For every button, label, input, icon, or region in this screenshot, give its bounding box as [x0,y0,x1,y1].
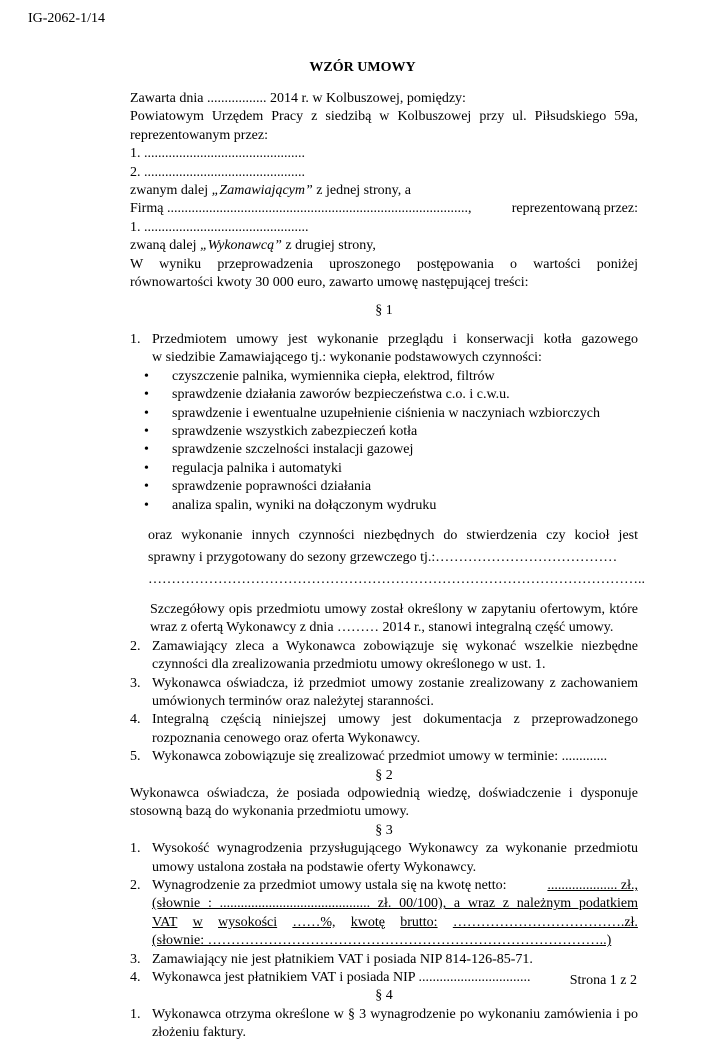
clause-text: Wysokość wynagrodzenia przysługującego Wykonawcy za wykonanie przedmiotu umowy ustalona została na podstawie oferty Wykonawcy. [152,841,638,875]
list-item: • regulacja palnika i automatyki [130,460,638,478]
clause-text: Zamawiający nie jest płatnikiem VAT i posiada NIP 814-126-85-71. [152,951,533,967]
firma-line [130,200,638,218]
clause-line: Przedmiotem umowy jest wykonanie przeglądu i konserwacji kotła gazowego [152,331,638,347]
net-amount: .................... zł., [547,878,638,894]
text-fragment: kwotę [350,914,385,930]
section-1-list [130,331,638,368]
clause-number: 3. [130,675,141,691]
clause [130,840,638,877]
clause [130,711,638,748]
text-fragment: VAT [152,914,178,930]
clause [130,638,638,675]
party-name: „Wykonawcą” [199,238,282,254]
section-heading: § 1 [375,303,393,319]
clause [130,675,638,712]
section-2-text: Wykonawca oświadcza, że posiada odpowiednią wiedzę, doświadczenie i dysponuje stosowną bazą do wykonania przedmiotu umowy. [130,786,638,820]
clause [130,1006,638,1043]
representative-line: 2. .............................................. [130,164,305,180]
representative-line: 1. ............................................... [130,219,309,235]
document-title: WZÓR UMOWY [309,60,416,75]
wykonawca-line [130,237,638,255]
list-item: • czyszczenie palnika, wymiennika ciepła, elektrod, filtrów [130,368,638,386]
section-heading: § 2 [375,767,393,783]
clause-number: 1. [130,1006,141,1022]
clause-number: 2. [130,638,141,654]
clause [130,951,638,969]
procedure-line: równowartości kwoty 30 000 euro, zawarto umowę następującej treści: [130,275,529,291]
page-number: Strona 1 z 2 [569,973,637,988]
document-id: IG-2062-1/14 [28,11,105,26]
clause-line: (słownie: …………………………………………………………………………..) [152,933,612,949]
text-fragment: z jednej strony, a [312,183,411,199]
clause-line: w siedzibie Zamawiającego tj.: wykonanie podstawowych czynności: [152,350,542,366]
party-name: „Zamawiającym” [211,183,313,199]
list-item: • sprawdzenie i ewentualne uzupełnienie ciśnienia w naczyniach wzbiorczych [130,405,638,423]
clause-line [152,877,638,895]
activities-list [130,368,638,515]
text-fragment: brutto: [400,914,438,930]
section-heading: § 3 [375,822,393,838]
contract-body [130,90,645,1043]
text-line: sprawny i przygotowany do sezony grzewczego tj.:………………………………… [148,549,618,565]
clause-line [152,914,638,932]
list-item: • sprawdzenie szczelności instalacji gazowej [130,441,638,459]
text-fragment: zwanym dalej [130,183,212,199]
intro-line: Powiatowym Urzędem Pracy z siedzibą w Kolbuszowej przy ul. Piłsudskiego 59a, [130,109,638,125]
text-fragment: ……………………………….zł. [452,914,638,930]
clause-number: 1. [130,331,141,347]
representative-line: 1. .............................................. [130,146,305,162]
clause-text: Wykonawca zobowiązuje się zrealizować przedmiot umowy w terminie: ............. [152,749,608,765]
zamawiajacy-line [130,182,638,200]
list-item: • sprawdzenie poprawności działania [130,478,638,496]
text-line: …………………………………………………………………………………………….. [148,571,645,587]
detail-paragraph: Szczegółowy opis przedmiotu umowy został określony w zapytaniu ofertowym, które wraz z ofertą Wykonawcy z dnia ……… 2014 r., stanowi integralną część umowy. [150,601,638,636]
text-fragment: z drugiej strony, [281,238,376,254]
clause-number: 4. [130,712,141,728]
clause [130,748,638,766]
list-item: • analiza spalin, wyniki na dołączonym wydruku [130,497,638,515]
list-item: • sprawdzenie wszystkich zabezpieczeń kotła [130,423,638,441]
section-1-list-cont [130,638,638,767]
clause [130,331,638,368]
text-fragment: zwaną dalej [130,238,200,254]
clause-text: Wykonawca jest płatnikiem VAT i posiada NIP ................................ [152,970,531,986]
section-3-list [130,840,638,987]
clause-line: (słownie : ........................................... zł. 00/100), a wraz z należnym podatkiem [152,896,638,912]
text-line: oraz wykonanie innych czynności niezbędnych do stwierdzenia czy kocioł jest [148,527,638,543]
text-fragment: Wynagrodzenie za przedmiot umowy ustala się na kwotę netto: [152,878,507,894]
clause-number: 5. [130,749,141,765]
section-heading: § 4 [375,988,393,1004]
section-4-list [130,1006,638,1043]
intro-line: Zawarta dnia ................. 2014 r. w Kolbuszowej, pomiędzy: [130,91,466,106]
clause-number: 3. [130,951,141,967]
clause-number: 2. [130,878,141,894]
clause-number: 4. [130,970,141,986]
list-item: • sprawdzenie działania zaworów bezpieczeństwa c.o. i c.w.u. [130,386,638,404]
clause-text: Integralną częścią niniejszej umowy jest dokumentacja z przeprowadzonego rozpoznania cenowego oraz oferta Wykonawcy. [152,712,638,746]
clause [130,877,638,951]
clause-text: Wykonawca otrzyma określone w § 3 wynagrodzenie po wykonaniu zamówienia i po złożeniu faktury. [152,1006,638,1041]
text-fragment: reprezentowaną przez: [511,201,638,217]
clause-text: Zamawiający zleca a Wykonawca zobowiązuje się wykonać wszelkie niezbędne czynności dla zrealizowania przedmiotu umowy określonego w ust. 1. [152,638,638,673]
text-fragment: wysokości [218,914,278,930]
clause [130,969,638,987]
text-fragment: w [192,914,203,930]
text-fragment: ……%, [292,914,336,930]
clause-text: Wykonawca oświadcza, iż przedmiot umowy zostanie zrealizowany z zachowaniem umówionych terminów oraz należytej staranności. [152,675,638,709]
text-fragment: Firmą ......................................................................................, [130,201,472,217]
intro-line: reprezentowanym przez: [130,127,268,143]
procedure-line: W wyniku przeprowadzenia uproszonego postępowania o wartości poniżej [130,256,638,272]
other-activities [130,525,645,591]
clause-number: 1. [130,841,141,857]
